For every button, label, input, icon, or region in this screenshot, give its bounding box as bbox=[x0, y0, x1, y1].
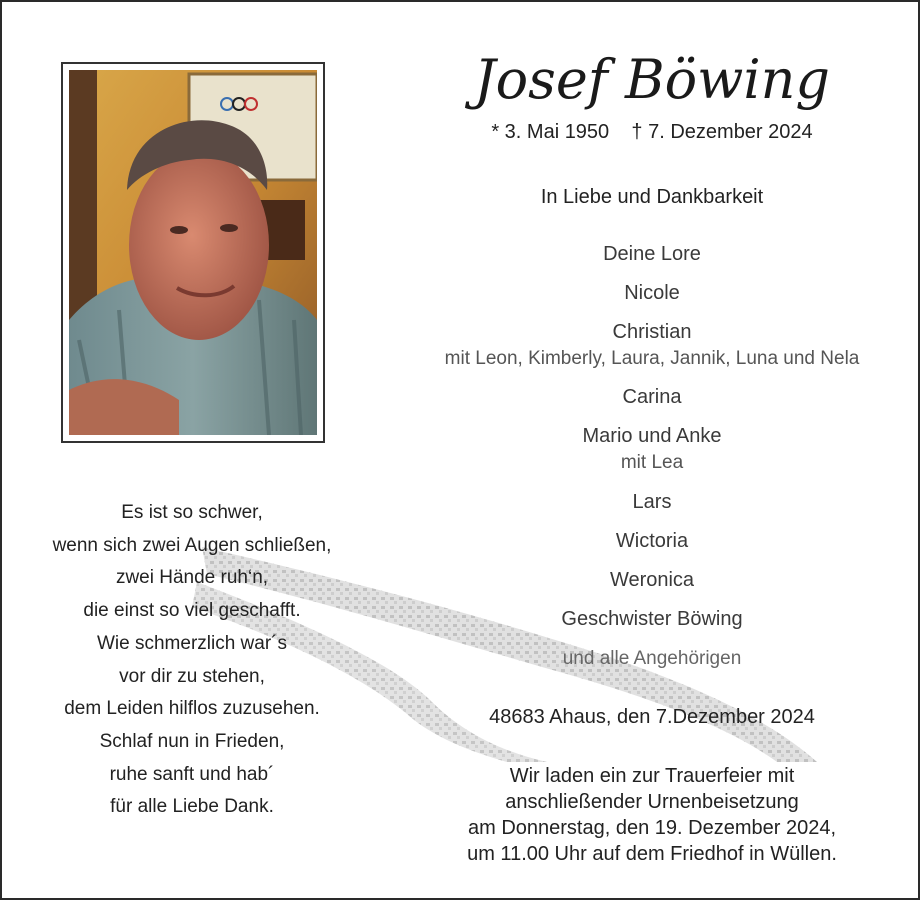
invitation-line: anschließender Urnenbeisetzung bbox=[505, 791, 799, 813]
funeral-invitation bbox=[422, 763, 882, 867]
poem-line: Es ist so schwer, bbox=[121, 502, 263, 523]
family-mario: Mario und Anke bbox=[582, 425, 722, 447]
family-christian: Christian bbox=[612, 321, 692, 343]
poem-line: die einst so viel geschafft. bbox=[83, 600, 301, 622]
poem-line: dem Leiden hilflos zuzusehen. bbox=[64, 698, 320, 720]
family-mario-kids: mit Lea bbox=[620, 452, 684, 473]
invitation-line: Wir laden ein zur Trauerfeier mit bbox=[509, 765, 795, 787]
poem-line: vor dir zu stehen, bbox=[119, 665, 265, 687]
deceased-name-script bbox=[442, 26, 862, 122]
poem-line: für alle Liebe Dank. bbox=[110, 796, 274, 818]
family-relatives: und alle Angehörigen bbox=[562, 648, 742, 669]
poem-line: Wie schmerzlich war´s bbox=[96, 632, 288, 654]
place-and-date: 48683 Ahaus, den 7.Dezember 2024 bbox=[489, 706, 815, 728]
memorial-poem bbox=[12, 497, 372, 824]
death-date: † 7. Dezember 2024 bbox=[631, 121, 813, 143]
poem-line: wenn sich zwei Augen schließen, bbox=[52, 534, 332, 556]
invitation-line: am Donnerstag, den 19. Dezember 2024, bbox=[468, 817, 836, 839]
family-nicole: Nicole bbox=[624, 282, 680, 304]
deceased-name: Josef Böwing bbox=[473, 48, 831, 111]
poem-line: zwei Hände ruh‘n, bbox=[115, 567, 269, 589]
family-carina: Carina bbox=[622, 386, 682, 408]
poem-line: Schlaf nun in Frieden, bbox=[99, 730, 285, 752]
birth-date: * 3. Mai 1950 bbox=[491, 121, 610, 143]
family-christian-kids: mit Leon, Kimberly, Laura, Jannik, Luna und Nela bbox=[444, 348, 860, 369]
intro-line: In Liebe und Dankbarkeit bbox=[540, 186, 764, 208]
invitation-line: um 11.00 Uhr auf dem Friedhof in Wüllen. bbox=[467, 843, 837, 865]
family-siblings: Geschwister Böwing bbox=[561, 608, 743, 630]
portrait-photo bbox=[69, 70, 317, 435]
family-lars: Lars bbox=[632, 491, 672, 513]
portrait-photo-frame bbox=[61, 62, 325, 443]
poem-line: ruhe sanft und hab´ bbox=[109, 763, 275, 785]
family-weronica: Weronica bbox=[609, 569, 695, 591]
family-lore: Deine Lore bbox=[603, 243, 701, 265]
life-dates bbox=[432, 121, 872, 144]
family-wictoria: Wictoria bbox=[615, 530, 689, 552]
